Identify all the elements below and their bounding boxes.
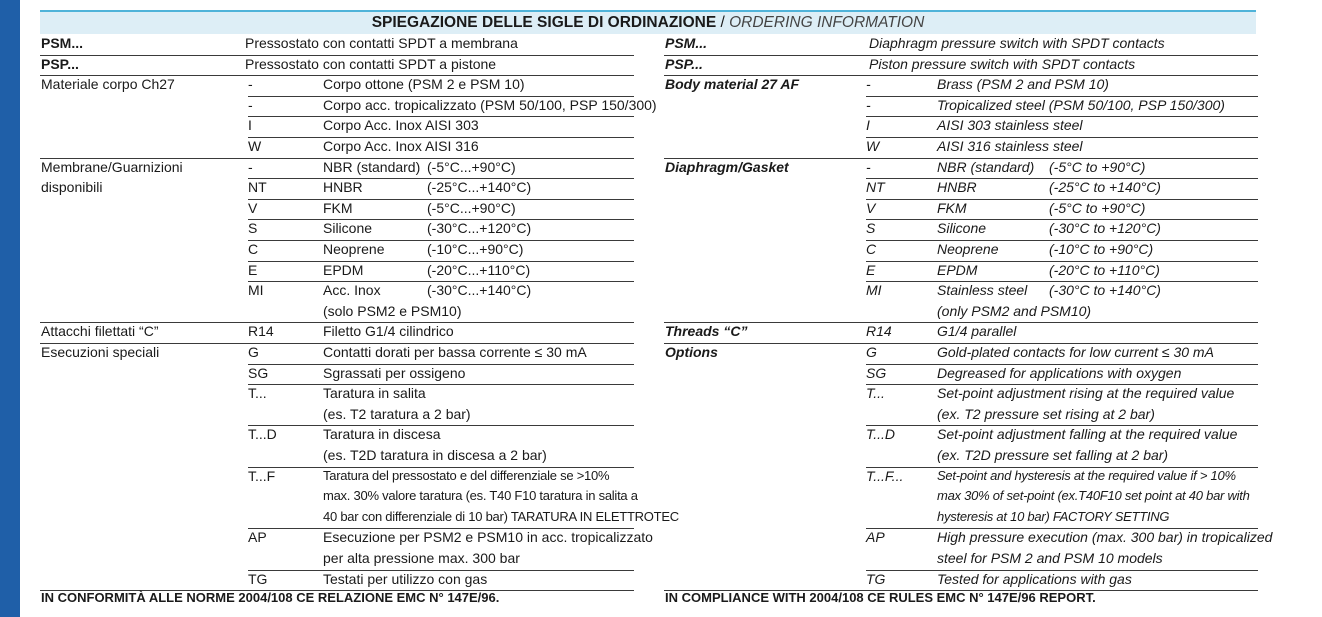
option-code: W (866, 138, 880, 154)
footer-italian: IN CONFORMITÀ ALLE NORME 2004/108 CE RELAZIONE EMC N° 147E/96. (41, 590, 500, 605)
option-code: I (248, 117, 252, 134)
option-description: Corpo acc. tropicalizzato (PSM 50/100, PSP 150/300) (323, 96, 657, 113)
option-code: T... (866, 385, 885, 402)
option-description: Pressostato con contatti SPDT a pistone (245, 55, 497, 72)
option-code: - (866, 96, 871, 113)
row-divider (248, 425, 634, 426)
temperature-range: (-5°C to +90°C) (1049, 158, 1146, 175)
section-label: PSM... (665, 35, 708, 51)
option-description: EPDM (323, 261, 364, 278)
option-code: - (866, 76, 871, 93)
italian-column (40, 34, 679, 594)
option-description: Stainless steel (937, 282, 1028, 299)
option-description: Contatti dorati per bassa corrente ≤ 30 mA (323, 344, 587, 360)
option-code: R14 (866, 323, 892, 340)
option-code: - (248, 96, 253, 113)
option-code: S (866, 220, 876, 237)
option-description: (ex. T2 pressure set rising at 2 bar) (937, 405, 1155, 422)
option-description: per alta pressione max. 300 bar (323, 550, 520, 566)
option-description: Set-point and hysteresis at the required value if > 10% (937, 467, 1236, 483)
temperature-range: (-30°C to +140°C) (1049, 282, 1161, 299)
section-label: Diaphragm/Gasket (665, 158, 789, 175)
option-code: - (866, 158, 871, 175)
option-description: Degreased for applications with oxygen (937, 364, 1182, 381)
option-description: HNBR (323, 179, 363, 196)
option-code: AP (866, 529, 885, 546)
option-code: NT (866, 179, 885, 196)
option-code: G (866, 344, 877, 360)
option-description: NBR (standard) (937, 158, 1035, 175)
option-description: hysteresis at 10 bar) FACTORY SETTING (937, 508, 1170, 524)
temperature-range: (-5°C...+90°C) (427, 199, 516, 216)
option-code: AP (248, 529, 267, 546)
option-description: Esecuzione per PSM2 e PSM10 in acc. tropicalizzato (323, 529, 653, 546)
option-code: C (248, 241, 259, 257)
option-description: Acc. Inox (323, 282, 381, 299)
option-description: (solo PSM2 e PSM10) (323, 302, 462, 319)
option-code: TG (866, 570, 886, 587)
option-code: NT (248, 179, 267, 196)
temperature-range: (-20°C...+110°C) (427, 261, 531, 278)
option-description: AISI 316 stainless steel (937, 138, 1083, 154)
section-label: Attacchi filettati “C” (41, 323, 159, 340)
option-code: MI (866, 282, 882, 299)
option-code: W (248, 138, 262, 154)
temperature-range: (-25°C to +140°C) (1049, 179, 1161, 196)
option-code: T...D (248, 426, 277, 443)
option-code: V (866, 199, 876, 216)
option-description: EPDM (937, 261, 978, 278)
option-code: SG (248, 364, 269, 381)
option-code: I (866, 117, 870, 134)
row-divider (248, 384, 634, 385)
option-description: (ex. T2D pressure set falling at 2 bar) (937, 447, 1169, 463)
temperature-range: (-5°C to +90°C) (1049, 199, 1146, 216)
option-code: C (866, 241, 877, 257)
section-label: Esecuzioni speciali (41, 344, 160, 360)
temperature-range: (-30°C to +120°C) (1049, 220, 1161, 237)
option-code: T... (248, 385, 267, 402)
option-code: S (248, 220, 258, 237)
option-description: Gold-plated contacts for low current ≤ 30 mA (937, 344, 1214, 360)
option-description: Corpo Acc. Inox AISI 316 (323, 138, 479, 154)
option-description: Taratura del pressostato e del differenziale se >10% (323, 467, 610, 483)
option-description: G1/4 parallel (937, 323, 1017, 340)
temperature-range: (-30°C...+120°C) (427, 220, 532, 237)
title-separator: / (716, 14, 730, 31)
option-description: Neoprene (323, 241, 385, 257)
option-description: max 30% of set-point (ex.T40F10 set point at 40 bar with (937, 488, 1250, 504)
english-column (664, 34, 1273, 594)
option-code: G (248, 344, 259, 360)
section-label: PSP... (665, 55, 703, 72)
option-code: - (248, 76, 253, 93)
option-code: SG (866, 364, 887, 381)
title-english: ORDERING INFORMATION (729, 14, 925, 31)
option-description: 40 bar con differenziale di 10 bar) TARATURA IN ELETTROTEC (323, 508, 679, 524)
option-description: (es. T2D taratura in discesa a 2 bar) (323, 447, 547, 463)
option-description: NBR (standard) (323, 158, 421, 175)
option-description: Piston pressure switch with SPDT contacts (869, 55, 1136, 72)
option-description: Corpo ottone (PSM 2 e PSM 10) (323, 76, 525, 93)
section-label-line2: disponibili (41, 179, 103, 196)
option-description: Taratura in salita (323, 385, 426, 402)
section-label: PSP... (41, 55, 79, 72)
option-description: Filetto G1/4 cilindrico (323, 323, 454, 340)
temperature-range: (-20°C to +110°C) (1049, 261, 1160, 278)
section-label: Threads “C” (665, 323, 748, 340)
title-italian: SPIEGAZIONE DELLE SIGLE DI ORDINAZIONE (371, 14, 717, 31)
option-description: Tropicalized steel (PSM 50/100, PSP 150/300) (937, 96, 1225, 113)
option-code: E (248, 261, 258, 278)
title-bar (40, 10, 1256, 34)
option-description: Tested for applications with gas (937, 570, 1132, 587)
option-description: High pressure execution (max. 300 bar) in tropicalized (937, 529, 1273, 546)
footer-english: IN COMPLIANCE WITH 2004/108 CE RULES EMC N° 147E/96 REPORT. (665, 590, 1096, 605)
section-label: PSM... (41, 35, 84, 51)
option-description: Set-point adjustment falling at the required value (937, 426, 1238, 443)
option-description: Sgrassati per ossigeno (323, 364, 466, 381)
option-description: Silicone (323, 220, 373, 237)
option-description: AISI 303 stainless steel (937, 117, 1083, 134)
option-description: FKM (323, 199, 353, 216)
option-description: (only PSM2 and PSM10) (937, 302, 1092, 319)
option-description: HNBR (937, 179, 977, 196)
option-code: V (248, 199, 258, 216)
option-description: Set-point adjustment rising at the required value (937, 385, 1235, 402)
option-description: Neoprene (937, 241, 999, 257)
temperature-range: (-30°C...+140°C) (427, 282, 532, 299)
option-code: T...F (248, 467, 276, 484)
option-description: Brass (PSM 2 and PSM 10) (937, 76, 1109, 93)
left-accent-bar (0, 0, 20, 617)
option-code: T...F... (866, 467, 904, 484)
section-label: Materiale corpo Ch27 (41, 76, 175, 93)
option-code: MI (248, 282, 264, 299)
option-description: Diaphragm pressure switch with SPDT contacts (869, 35, 1165, 51)
option-description: FKM (937, 199, 967, 216)
option-code: R14 (248, 323, 274, 340)
temperature-range: (-10°C to +90°C) (1049, 241, 1154, 257)
option-description: (es. T2 taratura a 2 bar) (323, 405, 471, 422)
option-description: steel for PSM 2 and PSM 10 models (937, 550, 1163, 566)
temperature-range: (-25°C...+140°C) (427, 179, 532, 196)
section-label: Options (665, 344, 718, 360)
option-description: max. 30% valore taratura (es. T40 F10 taratura in salita a (323, 488, 638, 504)
option-description: Taratura in discesa (323, 426, 441, 443)
option-description: Silicone (937, 220, 987, 237)
section-label: Membrane/Guarnizioni (41, 158, 183, 175)
option-description: Corpo Acc. Inox AISI 303 (323, 117, 479, 134)
section-label: Body material 27 AF (665, 76, 800, 93)
temperature-range: (-5°C...+90°C) (427, 158, 516, 175)
option-code: E (866, 261, 876, 278)
option-code: T...D (866, 426, 896, 443)
temperature-range: (-10°C...+90°C) (427, 241, 524, 257)
option-code: - (248, 158, 253, 175)
option-description: Testati per utilizzo con gas (323, 570, 488, 587)
option-description: Pressostato con contatti SPDT a membrana (245, 35, 518, 51)
option-code: TG (248, 570, 268, 587)
